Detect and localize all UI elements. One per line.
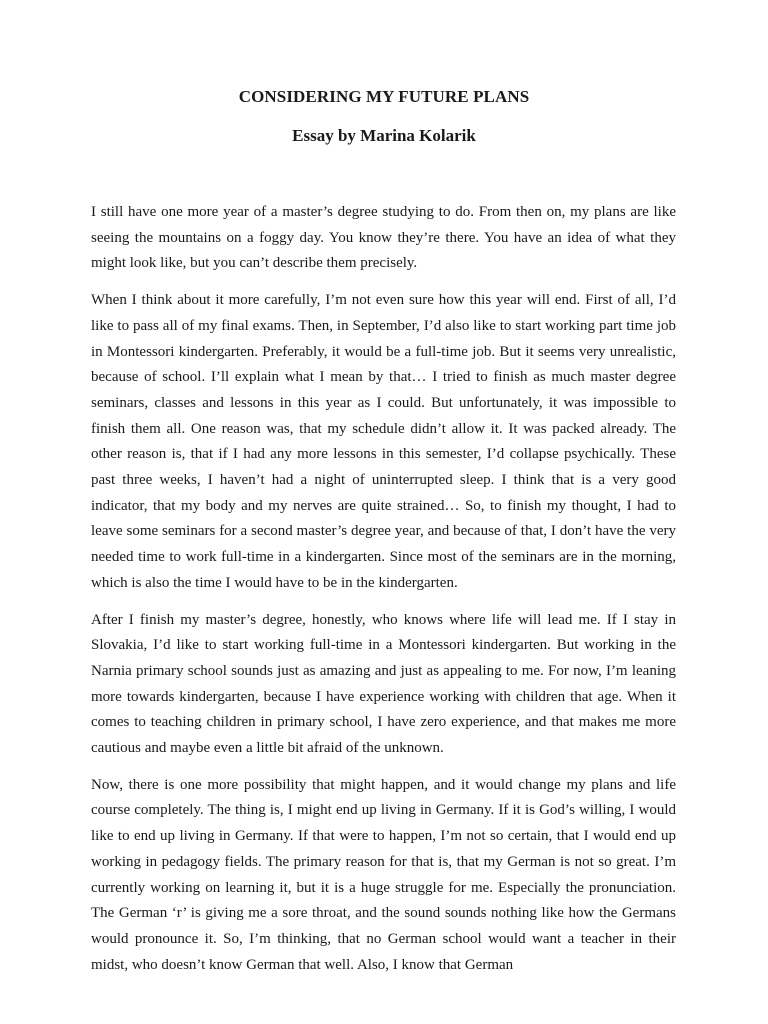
paragraph: I still have one more year of a master’s degree studying to do. From then on, my plans are like seeing the mountains on a foggy day. You know they’re there. You have an idea of what they might look like, but you can’t describe them precisely. xyxy=(91,204,676,272)
paragraph: When I think about it more carefully, I’m not even sure how this year will end. First of all, I’d like to pass all of my final exams. Then, in September, I’d also like to start working part time job in Montessori kindergarten. Preferably, it would be a full-time job. But it seems very unrealistic, because of school. I’ll explain what I mean by that… I tried to finish as much master degree seminars, classes and lessons in this year as I could. But unfortunately, it was impossible to finish them all. One reason was, that my schedule didn’t allow it. It was packed already. The other reason is, that if I had any more lessons in this semester, I’d collapse psychically. These past three weeks, I haven’t had a night of uninterrupted sleep. I think that is a very good indicator, that my body and my nerves are quite strained… So, to finish my thought, I had to leave some seminars for a second master’s degree year, and because of that, I don’t have the very needed time to work full-time in a kindergarten. Since most of the seminars are in the morning, which is also the time I would have to be in the kindergarten. xyxy=(91,292,676,591)
paragraph: Now, there is one more possibility that might happen, and it would change my plans and life course completely. The thing is, I might end up living in Germany. If it is God’s willing, I would like to end up living in Germany. If that were to happen, I’m not so certain, that I would end up working in pedagogy fields. The primary reason for that is, that my German is not so great. I’m currently working on learning it, but it is a huge struggle for me. Especially the pronunciation. The German ‘r’ is giving me a sore throat, and the sound sounds nothing like how the Germans would pronounce it. So, I’m thinking, that no German school would want a teacher in their midst, who doesn’t know German that well. Also, I know that German xyxy=(91,776,676,973)
paragraph: After I finish my master’s degree, honestly, who knows where life will lead me. If I stay in Slovakia, I’d like to start working full-time in a Montessori kindergarten. But working in the Narnia primary school sounds just as amazing and just as appealing to me. For now, I’m leaning more towards kindergarten, because I have experience working with children that age. When it comes to teaching children in primary school, I have zero experience, and that makes me more cautious and maybe even a little bit afraid of the unknown. xyxy=(91,611,676,757)
document-title: CONSIDERING MY FUTURE PLANS xyxy=(238,87,530,106)
document-body xyxy=(91,200,676,989)
document-subtitle: Essay by Marina Kolarik xyxy=(292,126,476,145)
